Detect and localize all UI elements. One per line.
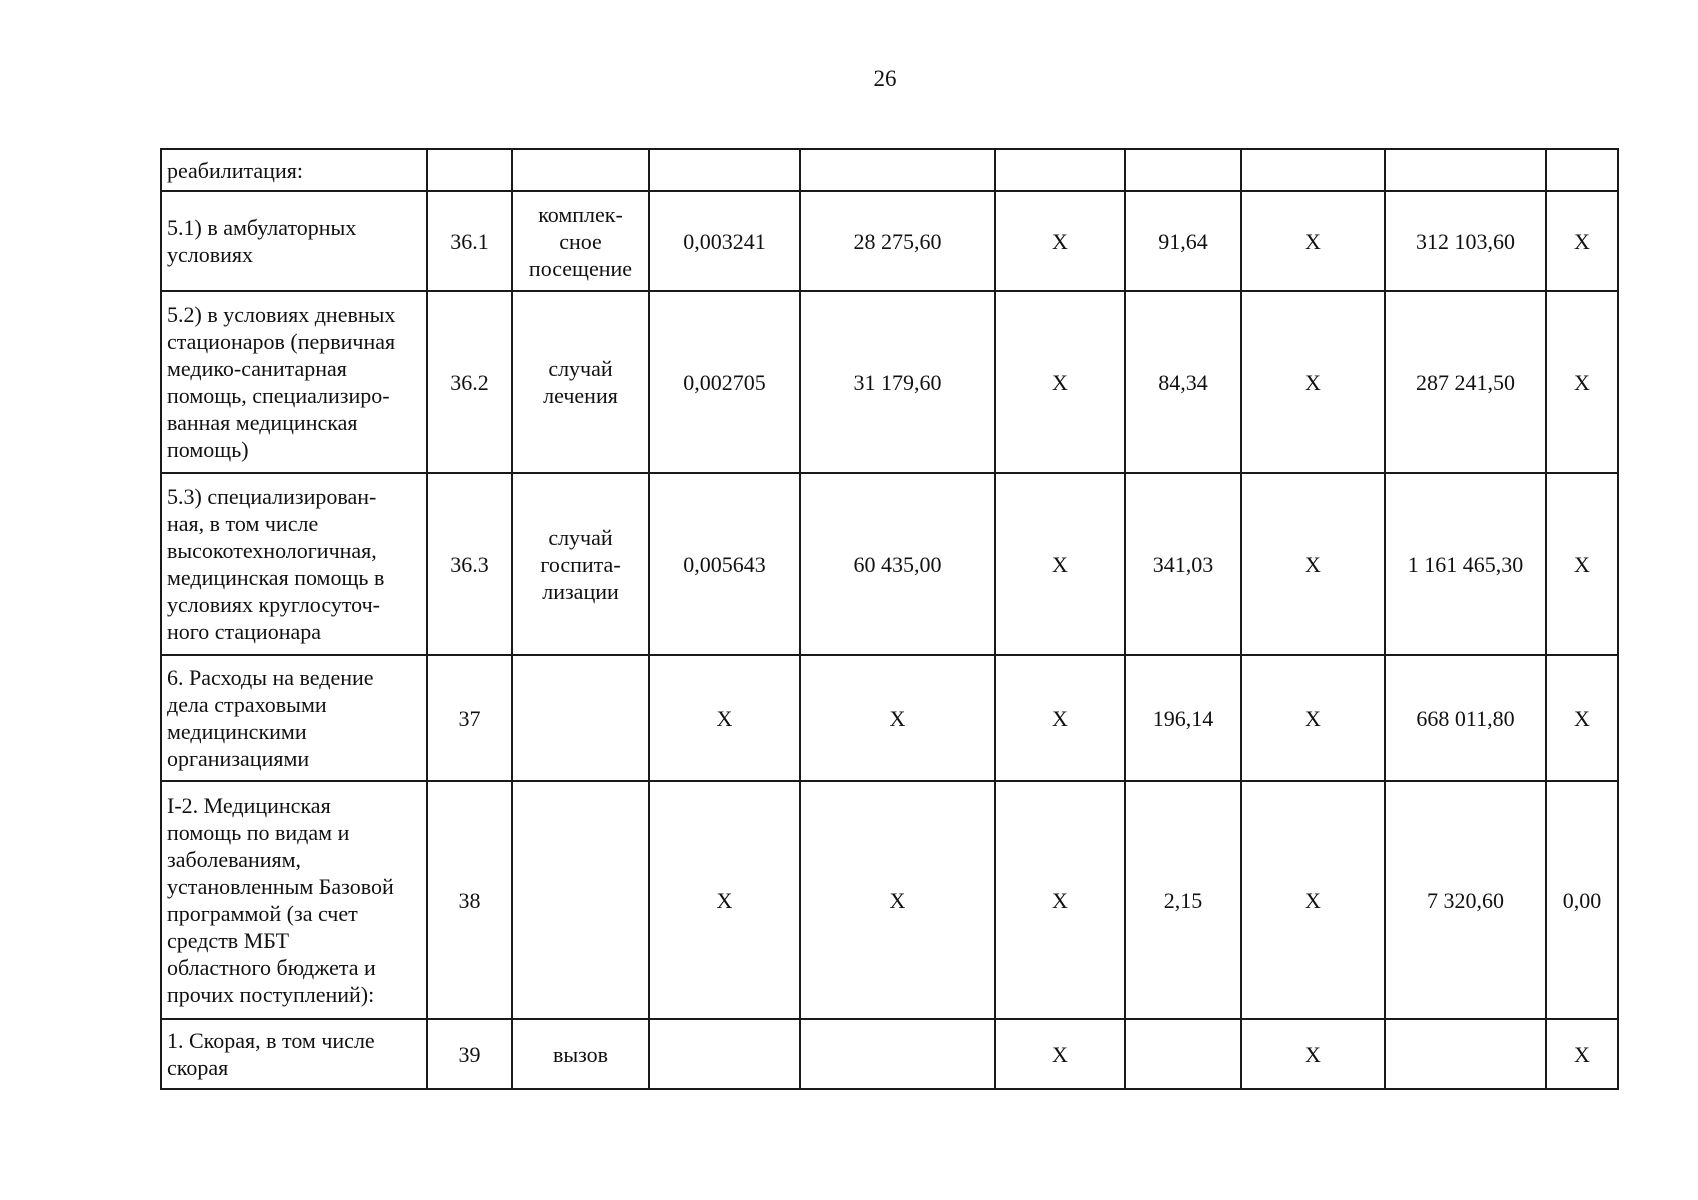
row-value-cell: 1 161 465,30 [1385,473,1546,655]
row-value-cell [1385,149,1546,191]
row-value-cell [649,1019,800,1089]
row-value-cell: 84,34 [1125,291,1241,473]
row-value-cell: 0,005643 [649,473,800,655]
row-value-cell: X [1241,1019,1385,1089]
row-value-cell [800,149,995,191]
row-code-cell: 36.3 [427,473,512,655]
row-value-cell: X [995,781,1125,1019]
row-value-cell [1125,1019,1241,1089]
row-value-cell [1125,149,1241,191]
row-value-cell [800,1019,995,1089]
table-row [161,191,1618,291]
row-value-cell: X [995,291,1125,473]
row-value-cell: 287 241,50 [1385,291,1546,473]
table-row [161,655,1618,781]
table-row [161,291,1618,473]
row-name-cell: реабилитация: [161,149,427,191]
table-row [161,781,1618,1019]
row-value-cell: 60 435,00 [800,473,995,655]
row-value-cell [1241,149,1385,191]
row-value-cell [995,149,1125,191]
row-value-cell: X [995,191,1125,291]
row-code-cell: 38 [427,781,512,1019]
row-value-cell: 312 103,60 [1385,191,1546,291]
row-name-cell: I-2. Медицинская помощь по видам и заболеваниям, установленным Базовой программой (за счет средств МБТ областного бюджета и прочих поступлений): [161,781,427,1019]
row-name-cell: 5.1) в амбулаторных условиях [161,191,427,291]
row-value-cell: X [1546,291,1618,473]
row-unit-cell [512,655,649,781]
row-unit-cell [512,149,649,191]
row-unit-cell [512,781,649,1019]
row-value-cell: X [1241,473,1385,655]
row-value-cell: X [995,473,1125,655]
table-row [161,473,1618,655]
row-value-cell: X [1241,291,1385,473]
row-value-cell: 0,002705 [649,291,800,473]
row-value-cell: X [1546,1019,1618,1089]
row-value-cell: 196,14 [1125,655,1241,781]
row-code-cell: 36.1 [427,191,512,291]
row-value-cell: 668 011,80 [1385,655,1546,781]
row-value-cell: X [1546,191,1618,291]
program-table [160,148,1619,1090]
row-value-cell: X [1546,473,1618,655]
row-unit-cell: случай госпита- лизации [512,473,649,655]
row-value-cell: X [1241,191,1385,291]
row-value-cell: X [1241,781,1385,1019]
row-name-cell: 6. Расходы на ведение дела страховыми медицинскими организациями [161,655,427,781]
table-row [161,1019,1618,1089]
row-code-cell: 36.2 [427,291,512,473]
row-value-cell: X [995,1019,1125,1089]
row-value-cell: X [1241,655,1385,781]
row-value-cell: 28 275,60 [800,191,995,291]
row-name-cell: 5.3) специализирован- ная, в том числе высокотехнологичная, медицинская помощь в условиях круглосуточ- ного стационара [161,473,427,655]
row-unit-cell: случай лечения [512,291,649,473]
row-value-cell: X [649,781,800,1019]
row-value-cell: X [1546,655,1618,781]
row-code-cell: 37 [427,655,512,781]
row-value-cell: 31 179,60 [800,291,995,473]
row-value-cell: 7 320,60 [1385,781,1546,1019]
row-value-cell [1546,149,1618,191]
row-value-cell: X [800,781,995,1019]
row-value-cell: 2,15 [1125,781,1241,1019]
table-container [160,148,1617,1090]
page-number: 26 [873,66,897,91]
row-unit-cell: комплек- сное посещение [512,191,649,291]
row-name-cell: 5.2) в условиях дневных стационаров (первичная медико-санитарная помощь, специализиро- ванная медицинская помощь) [161,291,427,473]
row-value-cell: 0,00 [1546,781,1618,1019]
row-value-cell: X [995,655,1125,781]
row-unit-cell: вызов [512,1019,649,1089]
row-value-cell: X [649,655,800,781]
row-name-cell: 1. Скорая, в том числе скорая [161,1019,427,1089]
row-value-cell [649,149,800,191]
row-value-cell: 91,64 [1125,191,1241,291]
row-value-cell [1385,1019,1546,1089]
row-value-cell: 0,003241 [649,191,800,291]
row-code-cell [427,149,512,191]
row-value-cell: 341,03 [1125,473,1241,655]
row-code-cell: 39 [427,1019,512,1089]
table-row [161,149,1618,191]
row-value-cell: X [800,655,995,781]
